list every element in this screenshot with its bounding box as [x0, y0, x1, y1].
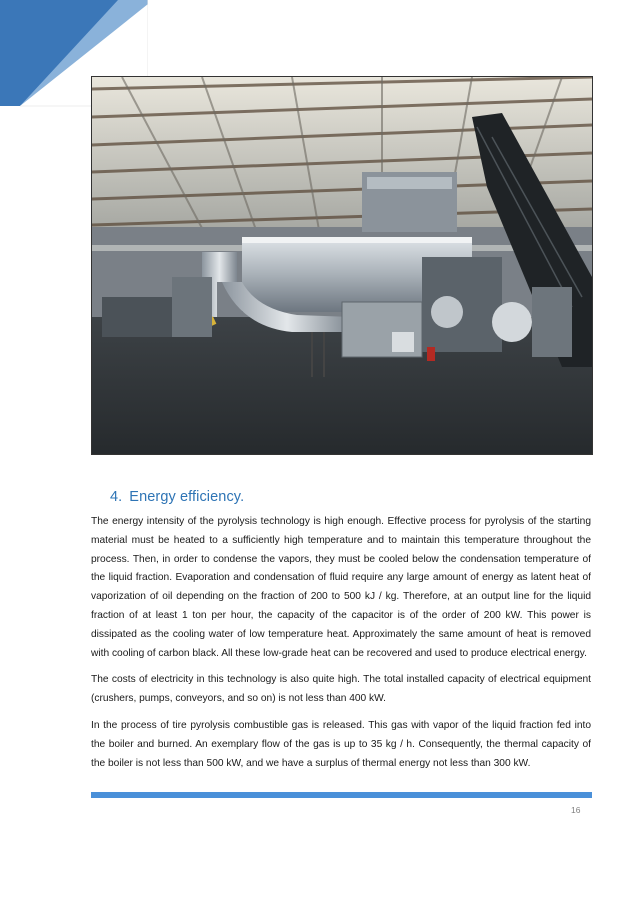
footer-rule: [91, 792, 592, 798]
section-title: Energy efficiency.: [129, 489, 245, 505]
page-number: 16: [571, 805, 581, 815]
body-text: [91, 513, 591, 781]
paragraph: The energy intensity of the pyrolysis technology is high enough. Effective process for pyrolysis of the starting material must be heated to a sufficiently high temperature and to maintain this temperature throughout the process. Then, in order to condense the vapors, they must be cooled below the condensation temperature of the liquid fraction. Evaporation and condensation of fluid require any large amount of energy as latent heat of vaporization of oil depending on the fraction of 200 to 500 kJ / kg. Therefore, at an output line for the liquid fraction of at least 1 ton per hour, the capacity of the capacitor is of the order of 200 kW. This power is dissipated as the cooling water of low temperature heat. Approximately the same amount of heat is removed with cooling of carbon black. All these low-grade heat can be recovered and used to produce electrical energy.: [91, 516, 591, 659]
plant-photo: [91, 76, 593, 455]
paragraph: In the process of tire pyrolysis combustible gas is released. This gas with vapor of the liquid fraction fed into the boiler and burned. An exemplary flow of the gas is up to 35 kg / h. Consequently, the thermal capacity of the boiler is not less than 500 kW, and we have a surplus of thermal energy not less than 300 kW.: [91, 719, 591, 769]
section-number: 4.: [110, 489, 123, 505]
section-heading: [110, 489, 244, 505]
paragraph: The costs of electricity in this technology is also quite high. The total installed capacity of electrical equipment (crushers, pumps, conveyors, and so on) is not less than 400 kW.: [91, 674, 591, 705]
